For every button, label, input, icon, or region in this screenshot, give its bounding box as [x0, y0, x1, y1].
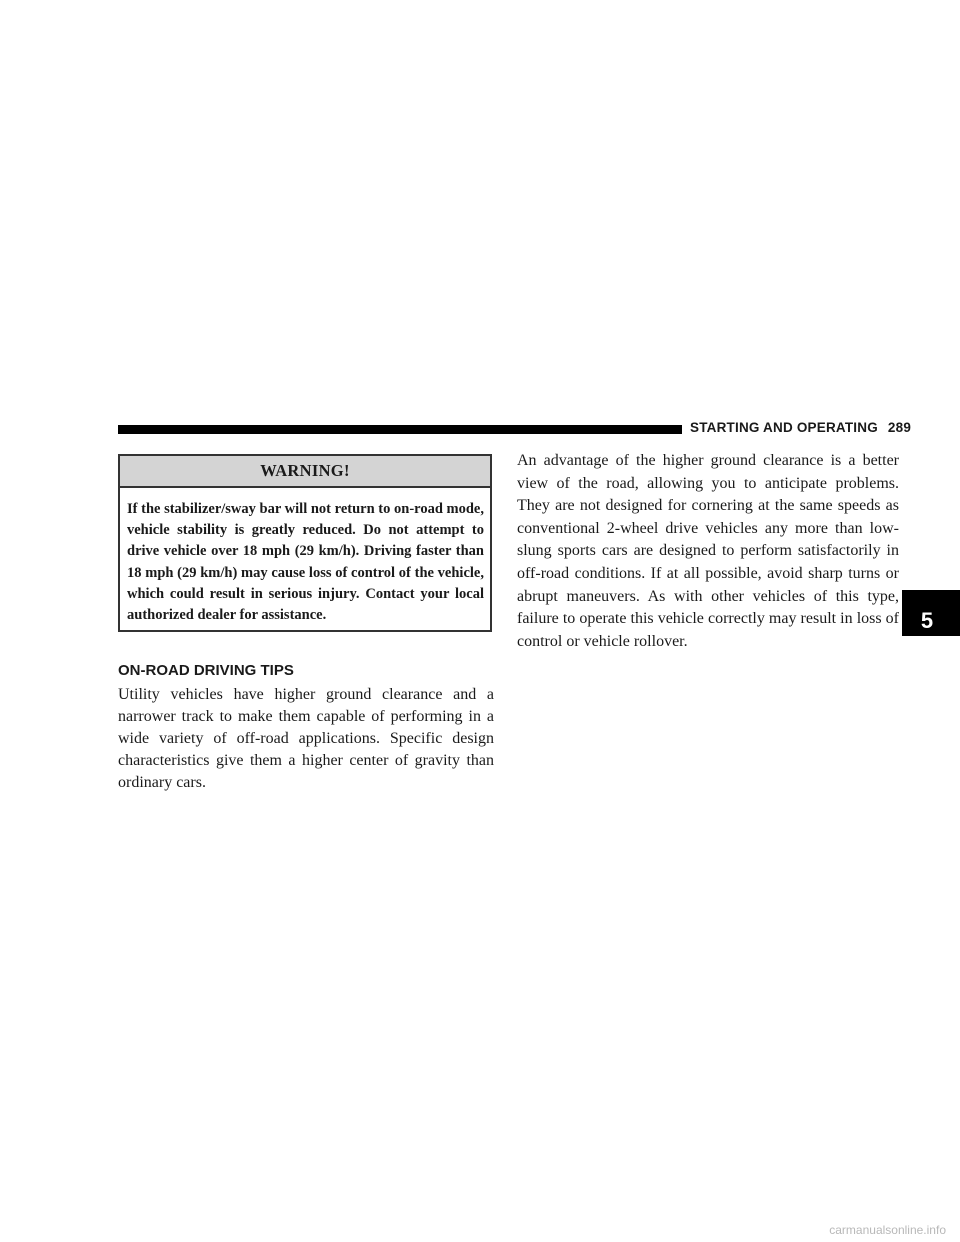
body-paragraph-left: Utility vehicles have higher ground clearance and a narrower track to make them capable of performing in a wide variety of off-road applications. Specific design characteristics give them a higher center of gravity than ordinary cars.: [118, 686, 494, 791]
chapter-tab: [902, 590, 960, 636]
header-rule: [118, 425, 682, 434]
body-paragraph-right: An advantage of the higher ground clearance is a better view of the road, allowing you to anticipate problems. They are not designed for cornering at the same speeds as conventional 2-wheel drive vehicles any more than low-slung sports cars are designed to perform satisfactorily in off-road conditions. If at all possible, avoid sharp turns or abrupt maneuvers. As with other vehicles of this type, failure to operate this vehicle correctly may result in loss of control or vehicle rollover.: [517, 452, 899, 650]
section-heading: ON-ROAD DRIVING TIPS: [118, 662, 294, 679]
warning-box: [118, 454, 492, 632]
page-number: 289: [887, 420, 912, 435]
chapter-number: 5: [920, 608, 934, 633]
warning-text: If the stabilizer/sway bar will not return to on-road mode, vehicle stability is greatly reduced. Do not attempt to drive vehicle over 18 mph (29 km/h). Driving faster than 18 mph (29 km/h) may cause loss of control of the vehicle, which could result in serious injury. Contact your local authorized dealer for assistance.: [127, 501, 484, 624]
watermark: carmanualsonline.info: [829, 1223, 946, 1237]
running-header: [690, 420, 912, 435]
warning-title: WARNING!: [120, 456, 490, 488]
section-title: STARTING AND OPERATING: [690, 420, 878, 435]
